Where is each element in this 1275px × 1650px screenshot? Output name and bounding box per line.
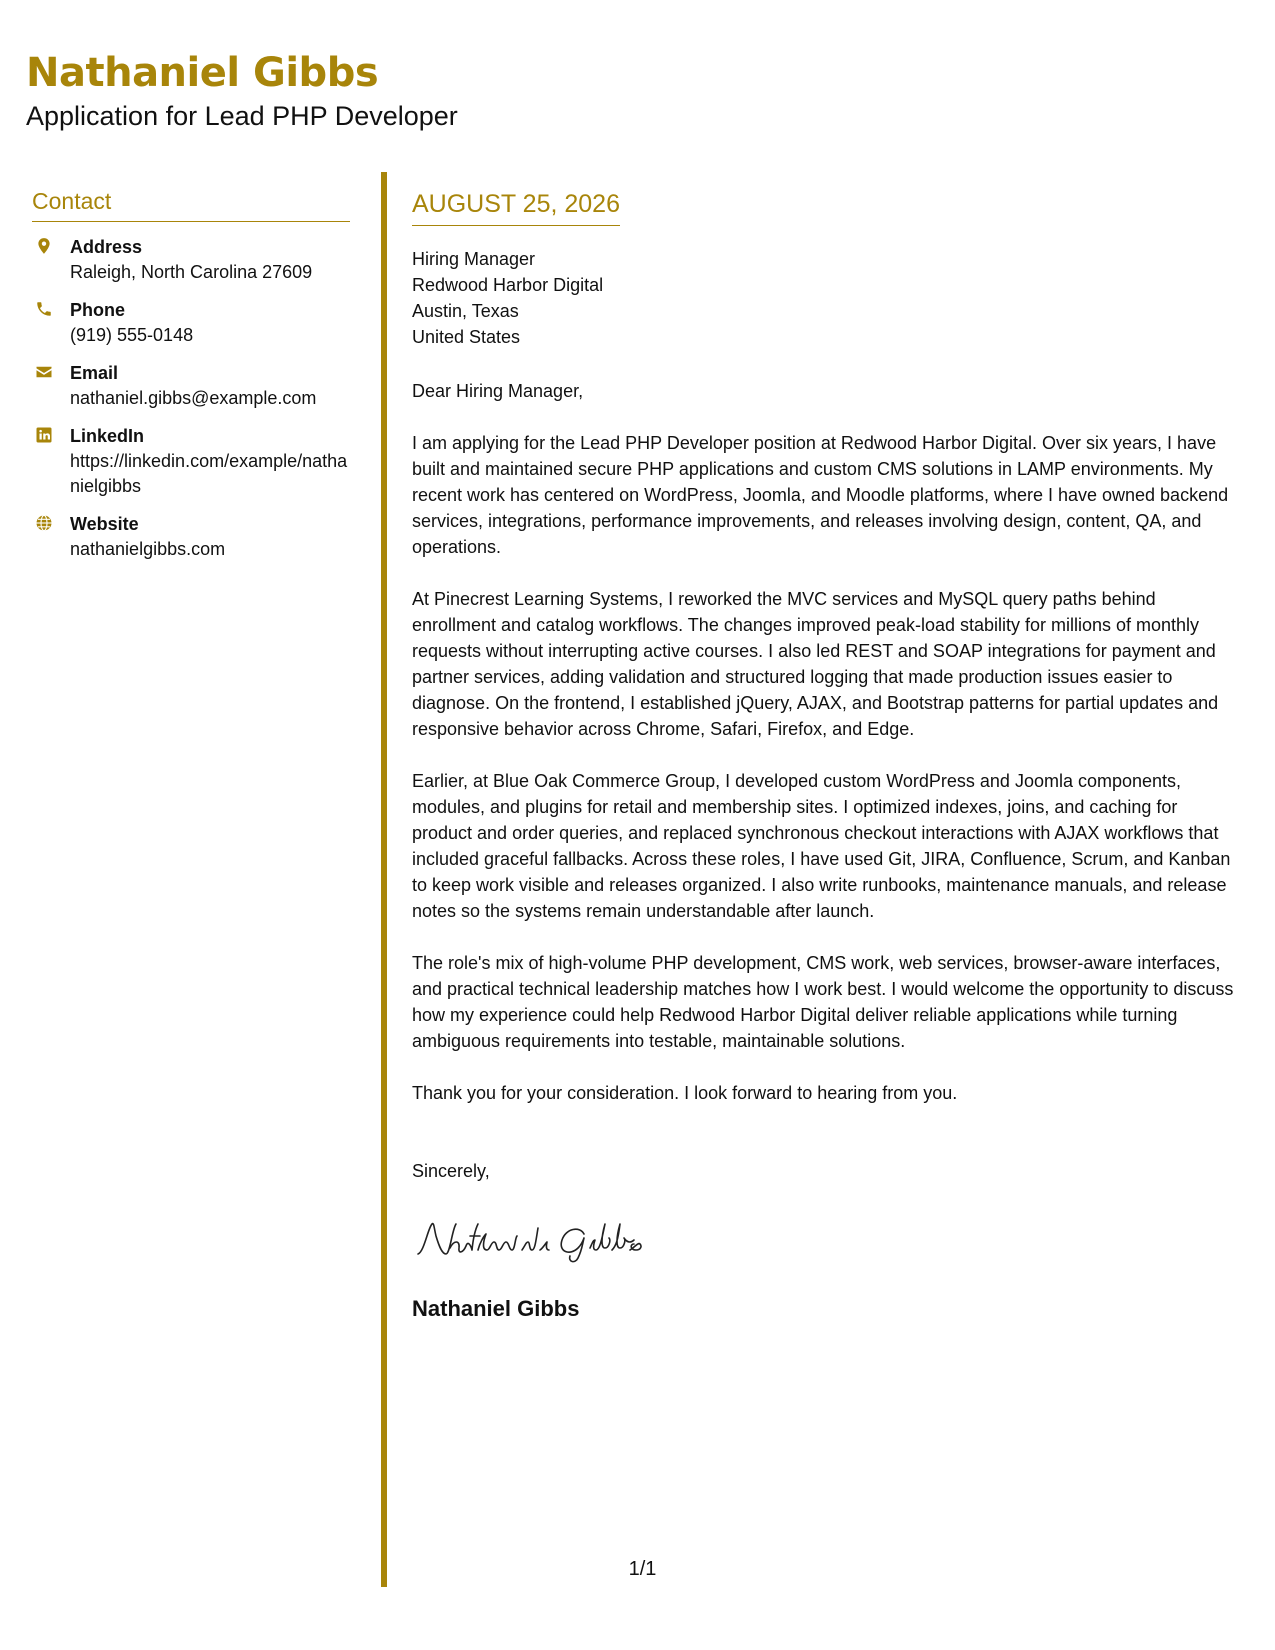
email-value[interactable]: nathaniel.gibbs@example.com [70,388,317,408]
website-value[interactable]: nathanielgibbs.com [70,539,226,559]
signer-name: Nathaniel Gibbs [412,1296,580,1321]
contact-item-phone [32,298,350,348]
contact-label: Address [70,237,143,257]
body-paragraph: The role's mix of high-volume PHP development, CMS work, web services, browser-aware interfaces, and practical technical leadership matches how I work best. I would welcome the opportunity to discuss how my experience could help Redwood Harbor Digital deliver reliable applications while turning ambiguous requirements into testable, maintainable solutions. [412,953,1234,1051]
body-paragraph: I am applying for the Lead PHP Developer position at Redwood Harbor Digital. Over six years, I have built and maintained secure PHP applications and custom CMS solutions in LAMP environments. My recent work has centered on WordPress, Joomla, and Moodle platforms, where I have owned backend services, integrations, performance improvements, and releases involving design, content, QA, and operations. [412,433,1229,557]
application-subtitle: Application for Lead PHP Developer [26,101,458,131]
globe-icon [32,512,70,562]
contact-item-website [32,512,350,562]
contact-item-linkedin [32,424,350,499]
contact-label: Phone [70,300,126,320]
letter-body [412,190,1242,1322]
phone-value[interactable]: (919) 555-0148 [70,325,194,345]
contact-item-address [32,235,350,285]
recipient-block [412,246,1242,350]
contact-heading: Contact [32,188,350,222]
map-pin-icon [32,235,70,285]
recipient-line: Austin, Texas [412,301,519,321]
closing: Sincerely, [412,1161,490,1181]
applicant-name: Nathaniel Gibbs [26,50,379,96]
phone-icon [32,298,70,348]
letter-date: AUGUST 25, 2026 [412,190,620,226]
linkedin-value[interactable]: https://linkedin.com/example/nathanielgibbs [70,451,348,496]
body-paragraph: Thank you for your consideration. I look forward to hearing from you. [412,1083,958,1103]
body-paragraph: Earlier, at Blue Oak Commerce Group, I developed custom WordPress and Joomla components, modules, and plugins for retail and membership sites. I optimized indexes, joins, and caching for product and order queries, and replaced synchronous checkout interactions with AJAX workflows that included graceful fallbacks. Across these roles, I have used Git, JIRA, Confluence, Scrum, and Kanban to keep work visible and releases organized. I also write runbooks, maintenance manuals, and release notes so the systems remain understandable after launch. [412,771,1231,921]
address-value: Raleigh, North Carolina 27609 [70,262,313,282]
linkedin-icon [32,424,70,499]
contact-label: Email [70,363,119,383]
recipient-line: Redwood Harbor Digital [412,275,604,295]
recipient-line: United States [412,327,521,347]
handwritten-signature [412,1214,672,1266]
contact-label: LinkedIn [70,426,145,446]
vertical-divider [381,172,387,1587]
recipient-line: Hiring Manager [412,249,536,269]
page-number: 1/1 [628,1558,657,1580]
envelope-icon [32,361,70,411]
contact-item-email [32,361,350,411]
contact-label: Website [70,514,139,534]
body-paragraph: At Pinecrest Learning Systems, I reworked the MVC services and MySQL query paths behind enrollment and catalog workflows. The changes improved peak-load stability for millions of monthly requests without interrupting active courses. I also led REST and SOAP integrations for payment and partner services, adding validation and structured logging that made production issues easier to diagnose. On the frontend, I established jQuery, AJAX, and Bootstrap patterns for partial updates and responsive behavior across Chrome, Safari, Firefox, and Edge. [412,589,1219,739]
salutation: Dear Hiring Manager, [412,381,584,401]
contact-sidebar [32,188,350,562]
